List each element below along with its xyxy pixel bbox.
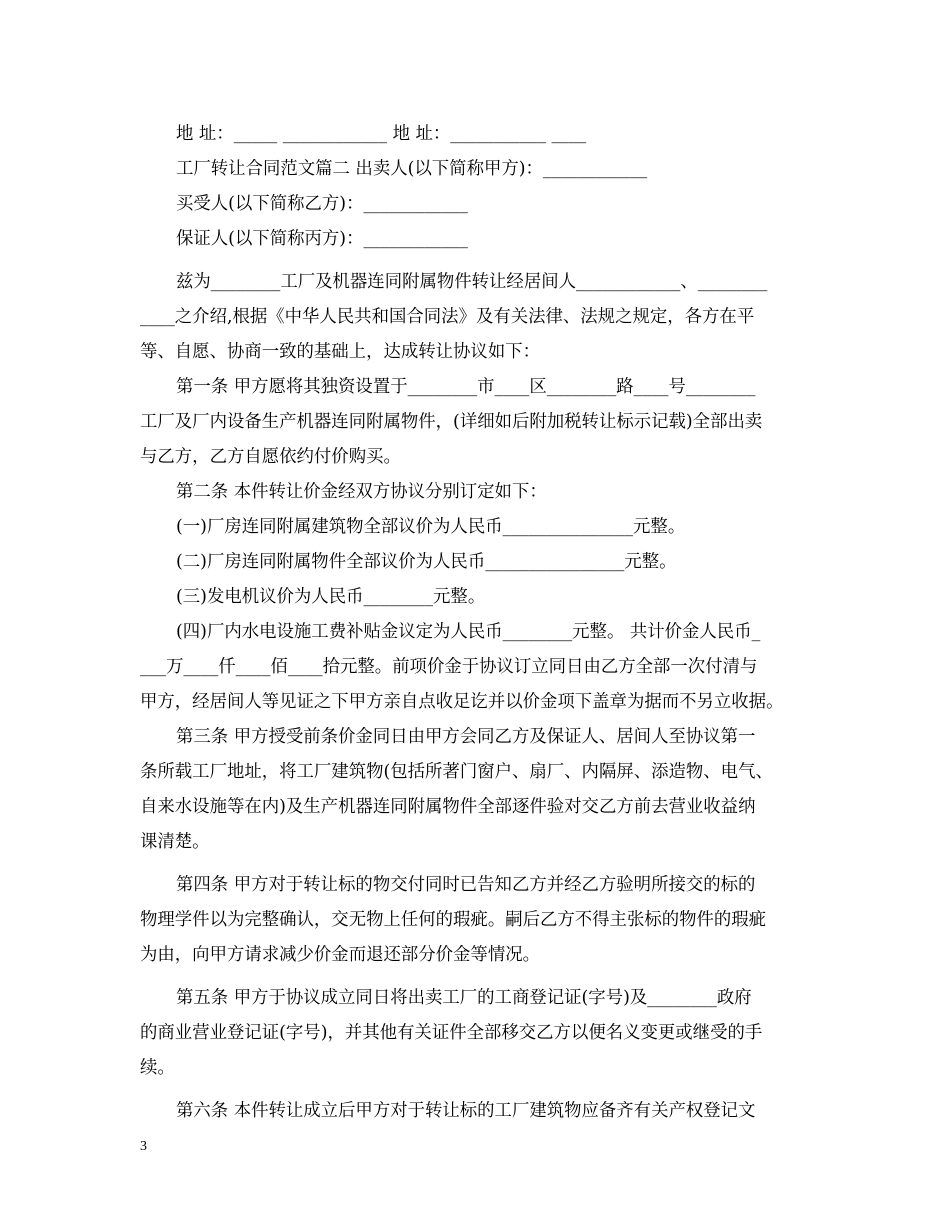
- address-line: 地 址：_____ ____________ 地 址：___________ ____: [176, 124, 587, 144]
- article-4-line-2: 物理学件以为完整确认，交无物上任何的瑕疵。嗣后乙方不得主张标的物件的瑕疵: [140, 910, 767, 930]
- article-2-heading: 第二条 本件转让价金经双方协议分别订定如下：: [176, 482, 547, 502]
- article-2-item-2: (二)厂房连同附属物件全部议价为人民币________________元整。: [176, 552, 677, 572]
- article-2-item-1: (一)厂房连同附属建筑物全部议价为人民币_______________元整。: [176, 517, 686, 537]
- article-2-item-4-line-3: 甲方，经居间人等见证之下甲方亲自点收足讫并以价金项下盖章为据而不另立收据。: [140, 692, 784, 712]
- preamble-line-2: ____之介绍,根据《中华人民共和国合同法》及有关法律、法规之规定，各方在平: [140, 307, 755, 327]
- article-4-line-3: 为由，向甲方请求减少价金而退还部分价金等情况。: [140, 945, 540, 965]
- title-seller-line: 工厂转让合同范文篇二 出卖人(以下简称甲方)：____________: [176, 159, 648, 179]
- article-1-line-3: 与乙方，乙方自愿依约付价购买。: [140, 447, 401, 467]
- document-body: [140, 117, 815, 1129]
- article-6-line-1: 第六条 本件转让成立后甲方对于转让标的工厂建筑物应备齐有关产权登记文: [176, 1101, 756, 1121]
- article-4-line-1: 第四条 甲方对于转让标的物交付同时已告知乙方并经乙方验明所接交的标的: [176, 875, 756, 895]
- article-3-line-3: 自来水设施等在内)及生产机器连同附属物件全部逐件验对交乙方前去营业收益纳: [140, 797, 756, 817]
- guarantor-line: 保证人(以下简称丙方)：____________: [176, 229, 468, 249]
- article-3-line-4: 课清楚。: [140, 832, 210, 852]
- article-5-line-2: 的商业营业登记证(字号)，并其他有关证件全部移交乙方以便名义变更或继受的手: [140, 1023, 763, 1043]
- preamble-line-1: 兹为________工厂及机器连同附属物件转让经居间人____________、________: [176, 272, 768, 292]
- article-1-line-2: 工厂及厂内设备生产机器连同附属物件，(详细如后附加税转让标示记载)全部出卖: [140, 412, 763, 432]
- buyer-line: 买受人(以下简称乙方)：____________: [176, 194, 468, 214]
- article-3-line-2: 条所载工厂地址，将工厂建筑物(包括所著门窗户、扇厂、内隔屏、添造物、电气、: [140, 762, 773, 782]
- article-2-item-3: (三)发电机议价为人民币________元整。: [176, 587, 486, 607]
- article-5-line-1: 第五条 甲方于协议成立同日将出卖工厂的工商登记证(字号)及________政府: [176, 988, 752, 1008]
- preamble-line-3: 等、自愿、协商一致的基础上，达成转让协议如下：: [140, 342, 540, 362]
- article-2-item-4-line-1: (四)厂内水电设施工费补贴金议定为人民币________元整。 共计价金人民币_: [176, 622, 761, 642]
- article-1-line-1: 第一条 甲方愿将其独资设置于________市____区________路____号________: [176, 377, 756, 397]
- article-5-line-3: 续。: [140, 1058, 175, 1078]
- article-3-line-1: 第三条 甲方授受前条价金同日由甲方会同乙方及保证人、居间人至协议第一: [176, 727, 756, 747]
- article-2-item-4-line-2: ___万____仟____佰____拾元整。前项价金于协议订立同日由乙方全部一次付清与: [140, 657, 758, 677]
- page-number: 3: [140, 1139, 147, 1154]
